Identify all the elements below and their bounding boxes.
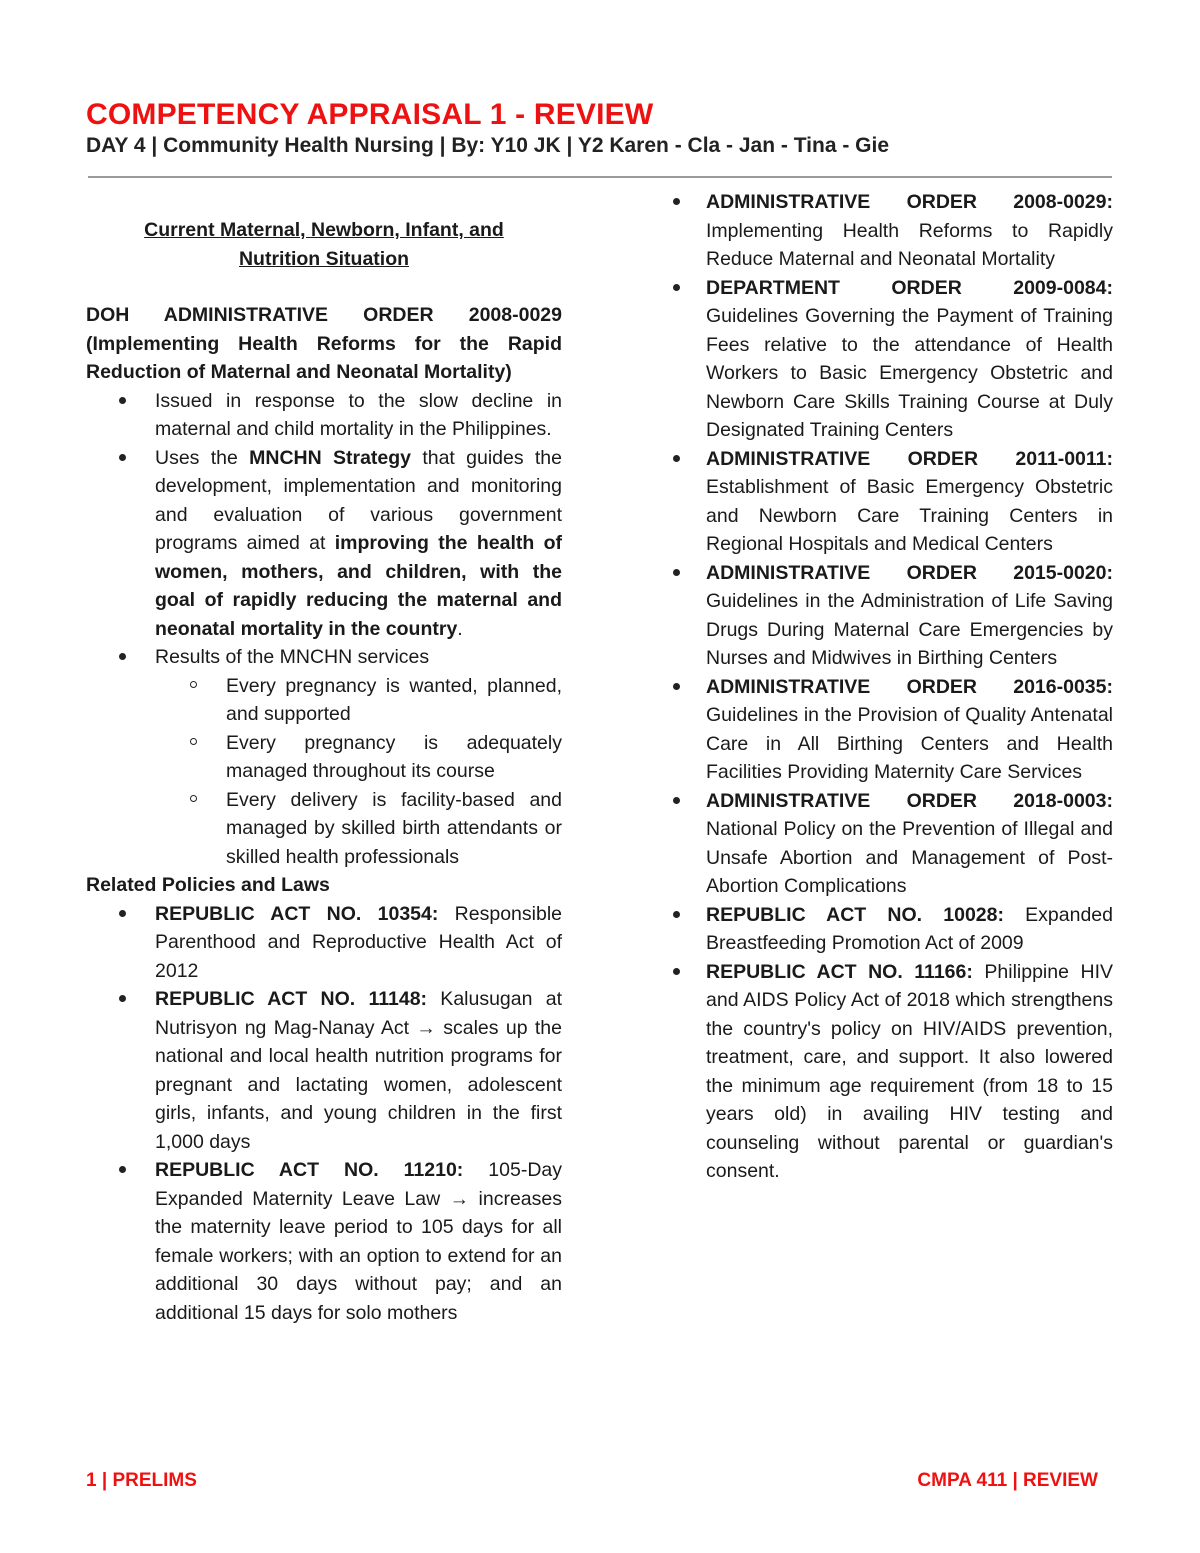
order-number: ADMINISTRATIVE ORDER 2016-0035:	[706, 675, 1113, 698]
law-number: REPUBLIC ACT NO. 11210:	[155, 1159, 464, 1181]
order-number: DEPARTMENT ORDER 2009-0084:	[706, 276, 1113, 299]
list-item	[155, 643, 562, 871]
related-policies-heading: Related Policies and Laws	[86, 874, 330, 896]
bullet-text-pre: Uses the	[155, 446, 250, 469]
order-number: ADMINISTRATIVE ORDER 2018-0003:	[706, 789, 1113, 812]
law-description: Responsible Parenthood and Reproductive Health Act of 2012	[155, 902, 562, 982]
bullet-text-bold: MNCHN Strategy	[249, 446, 412, 469]
order-number: ADMINISTRATIVE ORDER 2015-0020:	[706, 561, 1113, 584]
list-item	[706, 787, 1113, 901]
list-item	[706, 673, 1113, 787]
list-item	[706, 958, 1113, 1186]
left-column	[86, 216, 562, 1327]
footer-page-label: 1 | PRELIMS	[86, 1470, 197, 1491]
orders-list	[668, 188, 1113, 1186]
list-item	[706, 188, 1113, 274]
bullet-icon	[673, 284, 680, 291]
bullet-icon	[673, 455, 680, 462]
order-description: Philippine HIV and AIDS Policy Act of 2018 which strengthens the country's policy on HIV/AIDS prevention, treatment, care, and support. It also lowered the minimum age requirement (from 18 to 15 years old) in availing HIV testing and counseling without parental or guardian's consent.	[706, 960, 1113, 1182]
bullet-icon	[119, 397, 126, 404]
list-item	[155, 985, 562, 1156]
order-number: REPUBLIC ACT NO. 11166:	[706, 960, 973, 983]
document-subtitle: DAY 4 | Community Health Nursing | By: Y10 JK | Y2 Karen - Cla - Jan - Tina - Gie	[86, 134, 890, 157]
bullet-icon	[673, 569, 680, 576]
bullet-text-mid: that guides the development, implementation and monitoring and evaluation of various government programs aimed at	[155, 446, 562, 554]
sub-list-item	[226, 786, 562, 872]
list-item	[706, 901, 1113, 958]
order-number: ADMINISTRATIVE ORDER 2008-0029:	[706, 191, 1113, 213]
bullet-text: Results of the MNCHN services	[155, 646, 430, 668]
document-title: COMPETENCY APPRAISAL 1 - REVIEW	[86, 98, 654, 131]
sub-bullet-text: Every pregnancy is adequately managed throughout its course	[226, 731, 562, 782]
bullet-icon	[119, 910, 126, 917]
order-description: Establishment of Basic Emergency Obstetric and Newborn Care Training Centers in Regional Hospitals and Medical Centers	[706, 476, 1113, 555]
order-description: Guidelines in the Administration of Life Saving Drugs During Maternal Care Emergencies by Nurses and Midwives in Birthing Centers	[706, 590, 1113, 669]
doh-order-bullets	[86, 387, 562, 872]
order-description: Implementing Health Reforms to Rapidly Reduce Maternal and Neonatal Mortality	[706, 219, 1113, 270]
doh-order-title: DOH ADMINISTRATIVE ORDER 2008-0029 (Implementing Health Reforms for the Rapid Reduction of Maternal and Neonatal Mortality)	[86, 304, 562, 383]
bullet-icon	[673, 797, 680, 804]
law-description: Kalusugan at Nutrisyon ng Mag-Nanay Act → scales up the national and local health nutrition programs for pregnant and lactating women, adolescent girls, infants, and young children in the first 1,000 days	[155, 988, 562, 1153]
sub-bullet-text: Every delivery is facility-based and managed by skilled birth attendants or skilled health professionals	[226, 788, 562, 868]
section-heading-line-2: Nutrition Situation	[238, 247, 410, 270]
related-policies-list	[86, 900, 562, 1328]
law-number: REPUBLIC ACT NO. 11148:	[155, 988, 428, 1010]
sub-list-item	[226, 729, 562, 786]
footer-course-label: CMPA 411 | REVIEW	[917, 1470, 1098, 1491]
bullet-icon	[673, 683, 680, 690]
list-item	[706, 274, 1113, 445]
bullet-text-post: .	[457, 617, 463, 640]
hollow-bullet-icon	[190, 795, 197, 802]
order-description: Expanded Breastfeeding Promotion Act of 2009	[706, 903, 1113, 954]
order-number: ADMINISTRATIVE ORDER 2011-0011:	[706, 447, 1113, 470]
mnchn-results-list	[155, 672, 562, 872]
bullet-icon	[673, 911, 680, 918]
bullet-icon	[119, 454, 126, 461]
sub-list-item	[226, 672, 562, 729]
sub-bullet-text: Every pregnancy is wanted, planned, and supported	[226, 674, 562, 725]
section-heading-line-1: Current Maternal, Newborn, Infant, and	[144, 219, 504, 241]
order-description: Guidelines in the Provision of Quality Antenatal Care in All Birthing Centers and Health Facilities Providing Maternity Care Services	[706, 704, 1113, 783]
right-column	[668, 188, 1113, 1186]
hollow-bullet-icon	[190, 681, 197, 688]
list-item	[155, 900, 562, 986]
law-number: REPUBLIC ACT NO. 10354:	[155, 902, 439, 925]
order-description: Guidelines Governing the Payment of Training Fees relative to the attendance of Health Workers to Basic Emergency Obstetric and Newborn Care Skills Training Course at Duly Designated Training Centers	[706, 305, 1113, 441]
bullet-text: Issued in response to the slow decline in maternal and child mortality in the Philippines.	[155, 389, 562, 440]
header-divider	[88, 176, 1112, 178]
section-heading	[86, 216, 562, 273]
list-item	[706, 559, 1113, 673]
bullet-icon	[673, 198, 680, 205]
bullet-text-bold-2: improving the health of women, mothers, and children, with the goal of rapidly reducing the maternal and neonatal mortality in the country	[155, 532, 562, 640]
bullet-icon	[673, 968, 680, 975]
order-number: REPUBLIC ACT NO. 10028:	[706, 903, 1004, 926]
list-item	[155, 387, 562, 444]
law-description: 105-Day Expanded Maternity Leave Law → increases the maternity leave period to 105 days for all female workers; with an option to extend for an additional 30 days without pay; and an additional 15 days for solo mothers	[155, 1159, 563, 1324]
list-item	[155, 444, 562, 644]
hollow-bullet-icon	[190, 738, 197, 745]
bullet-icon	[119, 1166, 126, 1173]
bullet-icon	[119, 995, 126, 1002]
order-description: National Policy on the Prevention of Illegal and Unsafe Abortion and Management of Post-Abortion Complications	[706, 818, 1113, 897]
list-item	[155, 1156, 562, 1327]
bullet-icon	[119, 653, 126, 660]
list-item	[706, 445, 1113, 559]
